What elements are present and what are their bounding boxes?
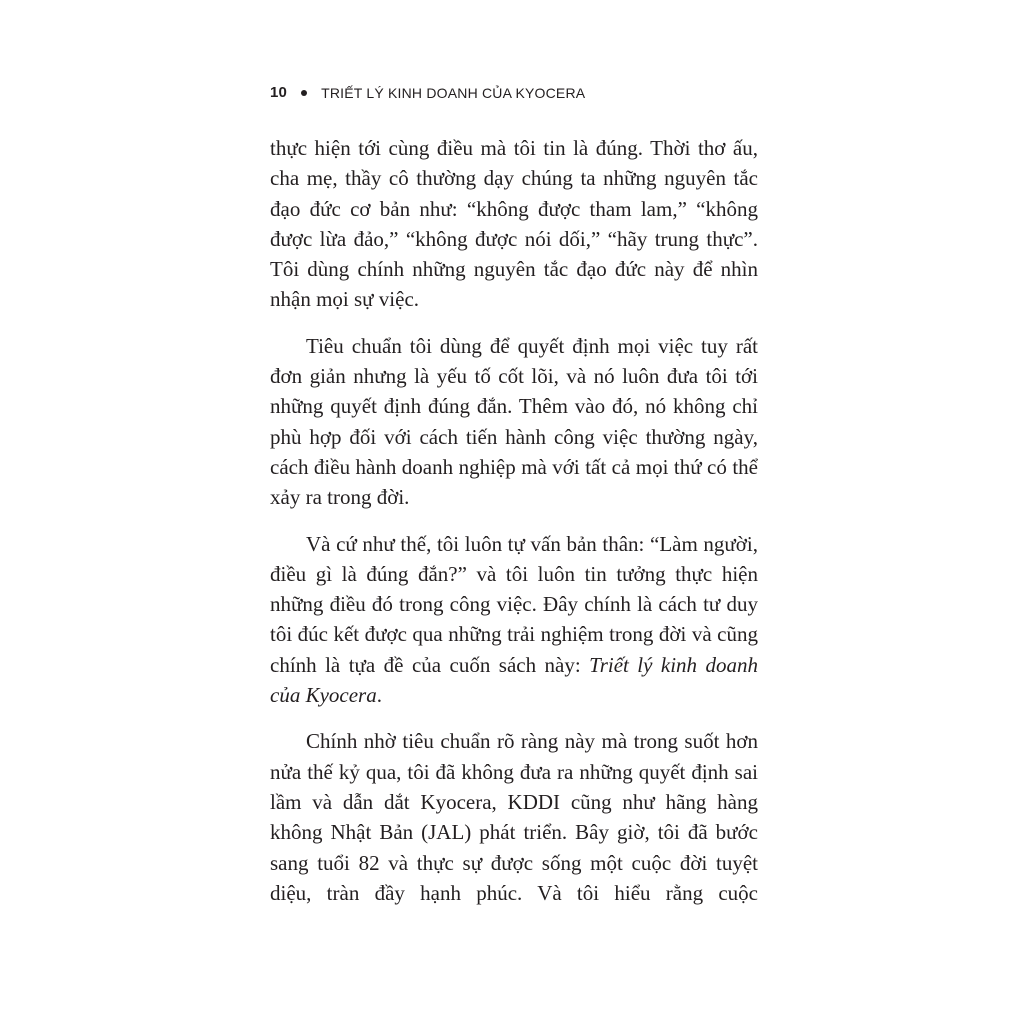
page-number: 10 — [270, 84, 288, 101]
paragraph-1: thực hiện tới cùng điều mà tôi tin là đúng. Thời thơ ấu, cha mẹ, thầy cô thường dạy chúng ta những nguyên tắc đạo đức cơ bản như: “không được tham lam,” “không được lừa đảo,” “không được nói dối,” “hãy trung thực”. Tôi dùng chính những nguyên tắc đạo đức này để nhìn nhận mọi sự việc. — [270, 136, 758, 312]
body-text — [270, 133, 758, 908]
running-header-title: TRIẾT LÝ KINH DOANH CỦA KYOCERA — [321, 84, 586, 101]
paragraph-4: Chính nhờ tiêu chuẩn rõ ràng này mà trong suốt hơn nửa thế kỷ qua, tôi đã không đưa ra những quyết định sai lầm và dẫn dắt Kyocera, KDDI cũng như hãng hàng không Nhật Bản (JAL) phát triển. Bây giờ, tôi đã bước sang tuổi 82 và thực sự được sống một cuộc đời tuyệt diệu, tràn đầy hạnh phúc. Và tôi hiểu rằng cuộc — [270, 729, 758, 905]
bullet-separator — [301, 90, 307, 96]
paragraph-3-end: . — [376, 683, 382, 708]
book-title-italic: Triết lý kinh doanh của Kyocera — [270, 652, 758, 708]
paragraph-2: Tiêu chuẩn tôi dùng để quyết định mọi việc tuy rất đơn giản nhưng là yếu tố cốt lõi, và nó luôn đưa tôi tới những quyết định đúng đắn. Thêm vào đó, nó không chỉ phù hợp đối với cách tiến hành công việc thường ngày, cách điều hành doanh nghiệp mà với tất cả mọi thứ có thể xảy ra trong đời. — [270, 333, 758, 510]
paragraph-3 — [270, 529, 758, 711]
running-header — [270, 84, 585, 101]
paragraph-3-text: Và cứ như thế, tôi luôn tự vấn bản thân: “Làm người, điều gì là đúng đắn?” và tôi luôn tin tưởng thực hiện những điều đó trong công việc. Đây chính là cách tư duy tôi đúc kết được qua những trải nghiệm trong đời và cũng chính là tựa đề của cuốn sách này: — [270, 531, 758, 677]
